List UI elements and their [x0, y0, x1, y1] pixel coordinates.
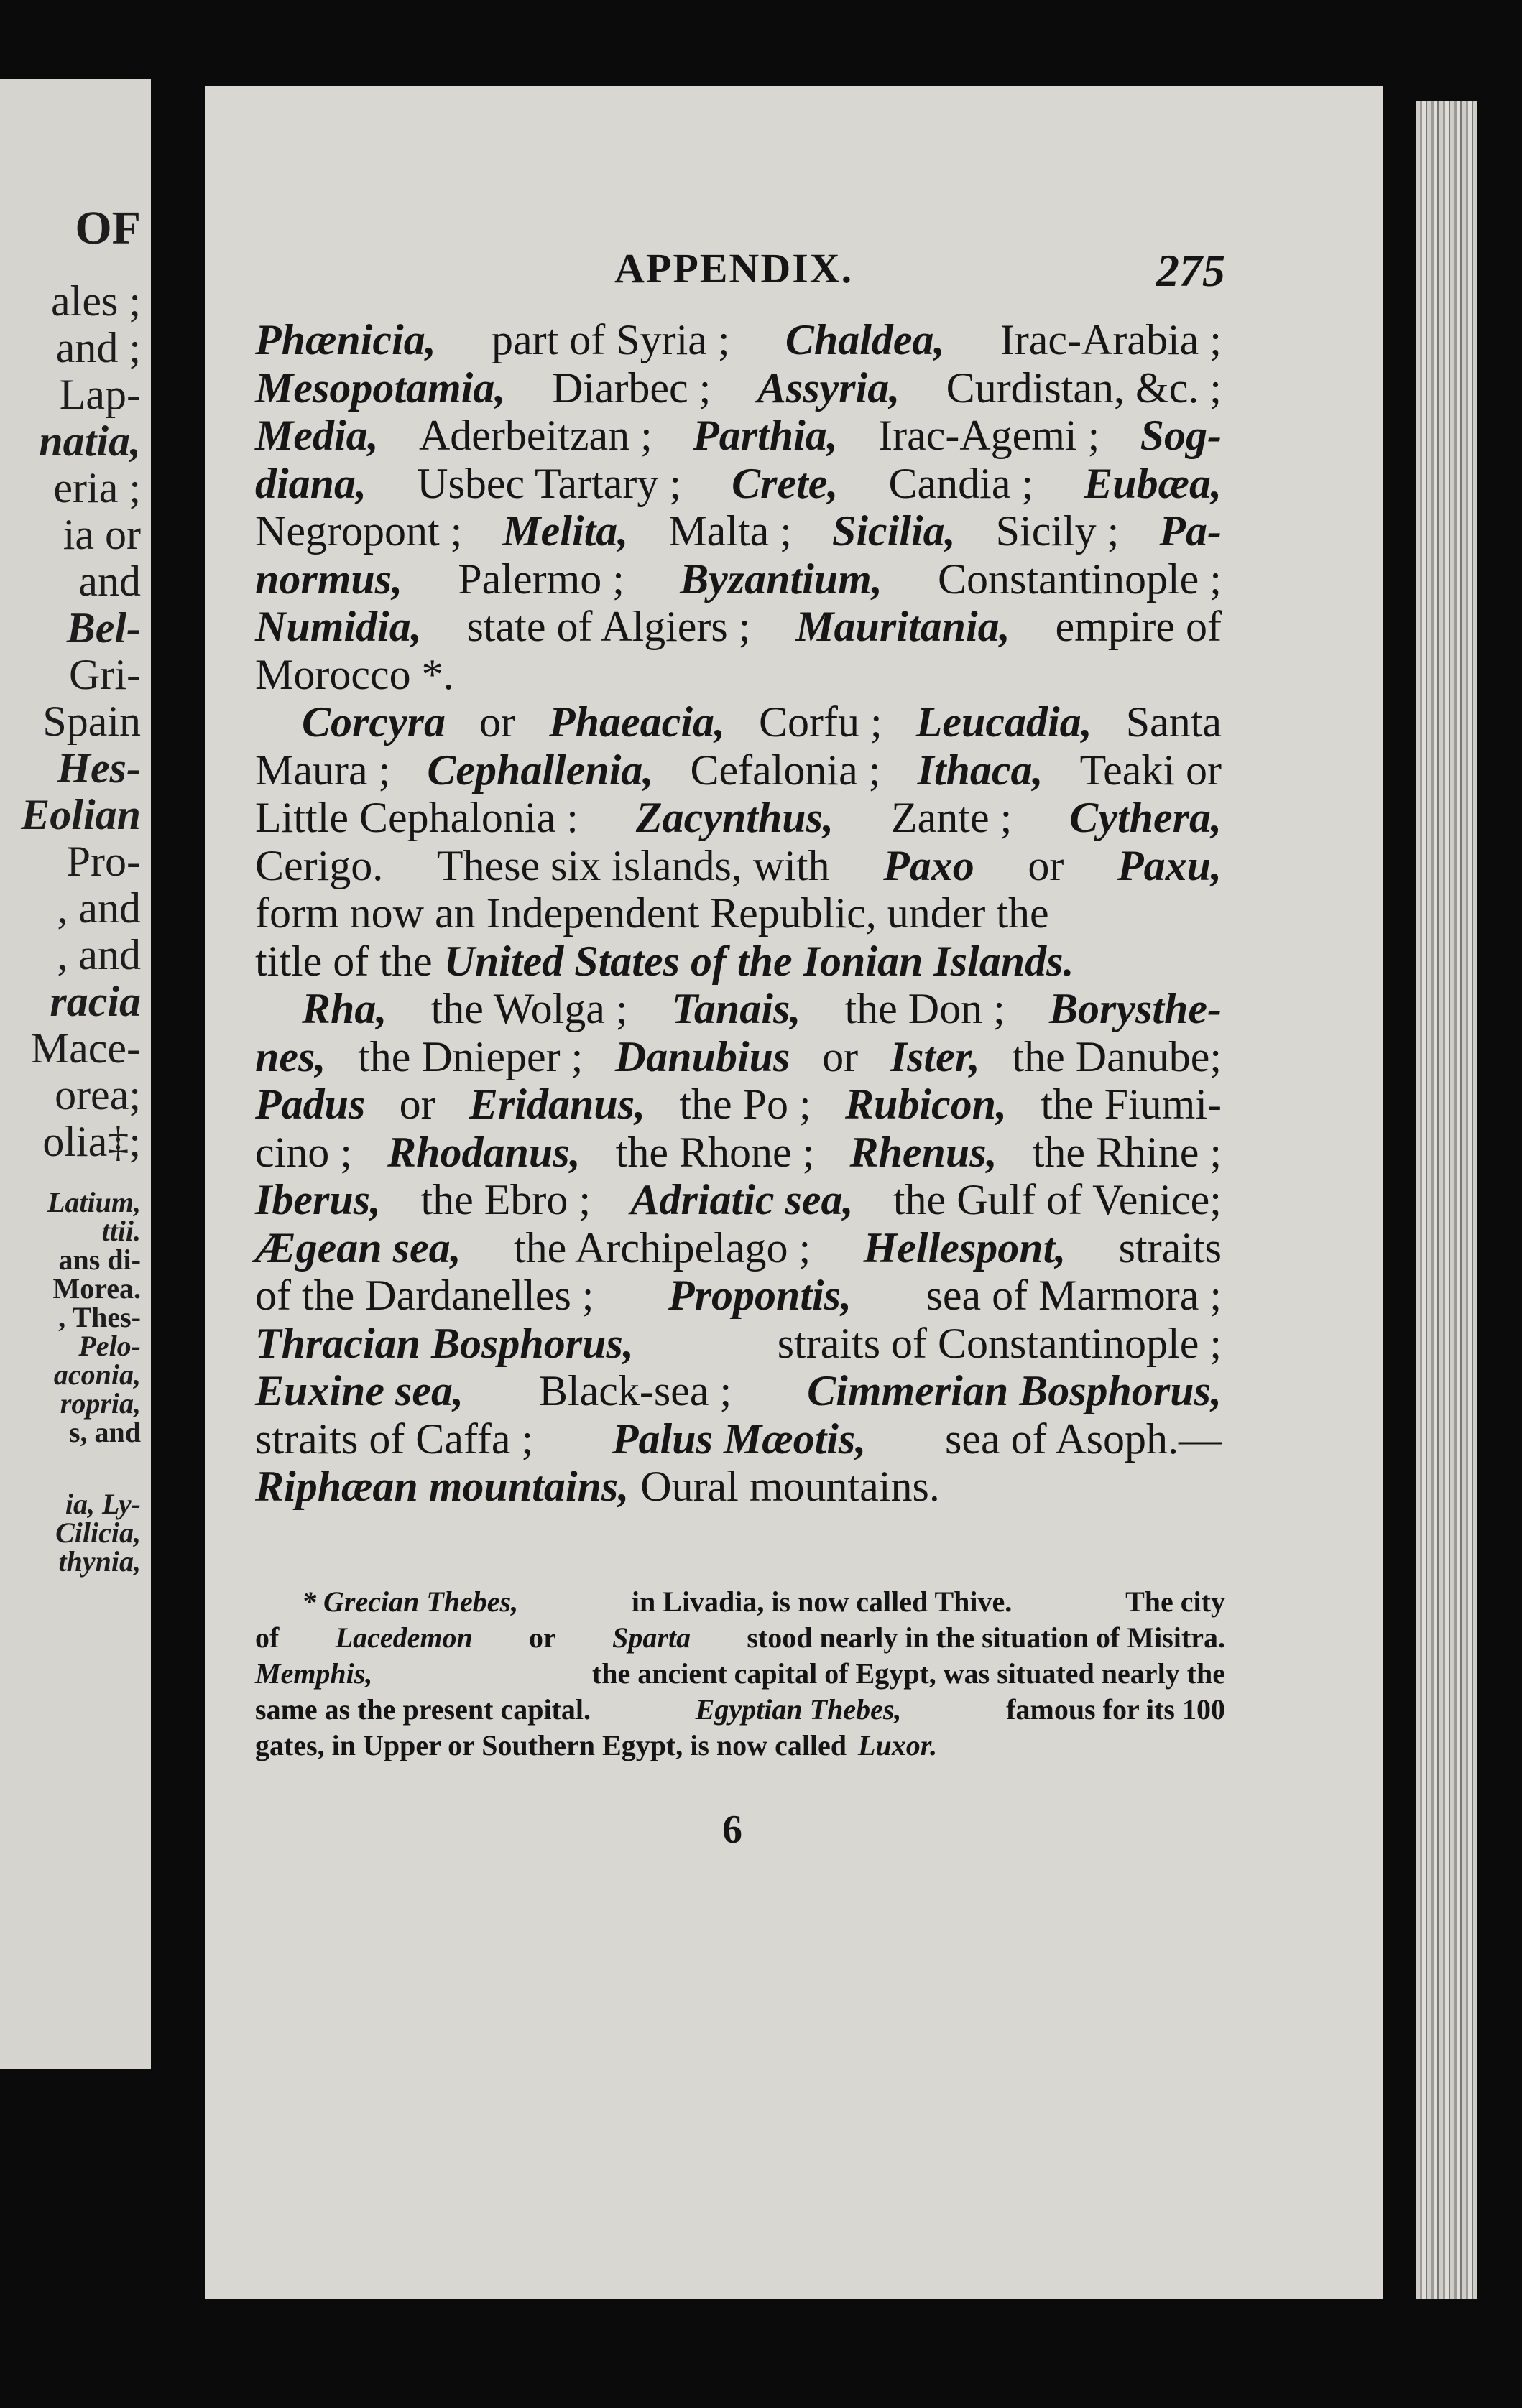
text-run: or: [822, 1032, 859, 1080]
left-page-text: Cilicia,: [55, 1516, 141, 1549]
text-line: [255, 460, 1222, 508]
text-run: the Gulf of Venice;: [893, 1176, 1222, 1223]
left-page-text: OF: [75, 202, 141, 254]
italic-term: Lacedemon: [335, 1621, 473, 1654]
text-run: Usbec Tartary ;: [417, 459, 682, 507]
italic-term: Rhenus,: [849, 1128, 997, 1176]
italic-term: Leucadia,: [915, 698, 1092, 746]
italic-term: Byzantium,: [680, 555, 882, 603]
italic-term: Sicilia,: [831, 507, 956, 555]
text-run: Cefalonia ;: [690, 746, 881, 794]
text-run: The city: [1125, 1585, 1225, 1618]
left-page-text: , and: [57, 931, 141, 978]
italic-term: Eubæa,: [1084, 459, 1222, 507]
text-run: state of Algiers ;: [466, 603, 751, 650]
text-run: Morocco *.: [255, 650, 454, 698]
text-run: the Po ;: [679, 1080, 811, 1128]
italic-term: Paxu,: [1117, 841, 1222, 889]
italic-term: Melita,: [502, 507, 629, 555]
text-line: [255, 1620, 1225, 1656]
running-head: APPENDIX.: [614, 245, 854, 292]
text-run: Zante ;: [891, 794, 1013, 841]
left-page-text: Pro-: [66, 838, 141, 885]
left-page-text: ropria,: [60, 1387, 141, 1420]
left-page-text: Bel-: [66, 604, 141, 652]
text-run: Irac-Agemi ;: [878, 412, 1100, 459]
italic-term: Rhodanus,: [387, 1128, 581, 1176]
text-line: [255, 1463, 1222, 1511]
text-line: [255, 889, 1222, 937]
text-line: [255, 1176, 1222, 1224]
italic-term: Mesopotamia,: [255, 363, 506, 412]
italic-term: Hellespont,: [863, 1223, 1066, 1272]
italic-term: Rubicon,: [844, 1080, 1007, 1128]
text-run: Maura ;: [255, 746, 391, 794]
text-run: of the Dardanelles ;: [255, 1272, 594, 1319]
text-run: or: [529, 1621, 556, 1654]
italic-term: Sparta: [612, 1621, 691, 1654]
paragraph: [255, 985, 1222, 1511]
left-page-text: Eolian: [21, 791, 141, 838]
italic-term: Tanais,: [671, 985, 801, 1032]
italic-term: Luxor.: [858, 1729, 938, 1761]
italic-term: Memphis,: [255, 1657, 373, 1690]
italic-term: Parthia,: [693, 412, 838, 459]
text-line: [255, 794, 1222, 842]
italic-term: Eridanus,: [469, 1080, 646, 1128]
italic-term: Ægean sea,: [255, 1223, 461, 1272]
text-run: Candia ;: [888, 459, 1034, 507]
text-run: cino ;: [255, 1128, 352, 1176]
text-line: [255, 555, 1222, 603]
text-run: Santa: [1125, 698, 1222, 746]
italic-term: Sog-: [1140, 412, 1222, 459]
text-line: [255, 1367, 1222, 1415]
text-run: Malta ;: [668, 507, 792, 555]
paragraph: [255, 698, 1222, 985]
italic-term: normus,: [255, 555, 403, 603]
left-page-fragment: [0, 79, 151, 2069]
left-page-text: Gri-: [69, 651, 141, 698]
italic-term: Propontis,: [668, 1272, 852, 1319]
italic-term: Chaldea,: [785, 316, 945, 363]
left-page-text: and ;: [55, 324, 141, 371]
text-run: same as the present capital.: [255, 1693, 591, 1726]
text-run: Palermo ;: [458, 555, 624, 603]
text-run: the Danube;: [1012, 1032, 1222, 1080]
left-page-text: ia, Ly-: [65, 1488, 141, 1520]
text-run: Diarbec ;: [551, 363, 711, 412]
text-line: [255, 1129, 1222, 1177]
body-text: [255, 316, 1222, 1511]
text-line: [255, 651, 1222, 699]
left-page-text: Morea.: [52, 1272, 141, 1305]
text-run: part of Syria ;: [491, 316, 730, 363]
text-line: [255, 842, 1222, 890]
left-page-text: aconia,: [53, 1358, 141, 1391]
footnote: [255, 1584, 1225, 1764]
italic-term: Cephallenia,: [427, 746, 654, 794]
text-run: Cerigo.: [255, 841, 384, 889]
text-line: [255, 1584, 1225, 1620]
text-run: straits: [1118, 1223, 1222, 1272]
left-page-text: eria ;: [53, 464, 141, 511]
text-run: straits of Caffa ;: [255, 1414, 534, 1463]
text-run: Oural mountains.: [640, 1463, 940, 1510]
text-line: [255, 937, 1222, 986]
left-page-text: thynia,: [58, 1545, 141, 1578]
left-page-text: racia: [50, 978, 141, 1025]
left-page-text: orea;: [55, 1071, 141, 1119]
italic-term: Ister,: [890, 1032, 980, 1080]
page-number: 275: [1156, 245, 1225, 296]
text-run: Irac-Arabia ;: [1000, 316, 1222, 363]
text-line: [255, 985, 1222, 1033]
text-run: or: [479, 698, 515, 746]
italic-term: Assyria,: [757, 363, 900, 412]
italic-term: Crete,: [732, 459, 839, 507]
left-page-text: Pelo-: [78, 1330, 141, 1362]
text-run: Aderbeitzan ;: [418, 412, 652, 459]
paragraph: [255, 316, 1222, 698]
text-line: [255, 1224, 1222, 1272]
text-run: or: [399, 1080, 435, 1128]
italic-term: Euxine sea,: [255, 1367, 464, 1414]
text-run: Sicily ;: [995, 507, 1120, 555]
text-line: [255, 1415, 1222, 1463]
text-run: of: [255, 1621, 280, 1654]
text-run: Constantinople ;: [938, 555, 1222, 603]
text-line: [255, 412, 1222, 460]
text-run: famous for its 100: [1006, 1693, 1225, 1726]
text-run: gates, in Upper or Southern Egypt, is now called: [255, 1729, 847, 1761]
text-run: Negropont ;: [255, 507, 463, 555]
text-line: [255, 507, 1222, 555]
left-page-text: olia‡;: [42, 1118, 141, 1165]
left-page-text: , and: [57, 884, 141, 932]
text-run: the Ebro ;: [420, 1176, 591, 1223]
left-page-text: ales ;: [51, 277, 141, 325]
signature-mark: 6: [722, 1807, 742, 1852]
text-run: the Don ;: [844, 985, 1005, 1032]
text-line: [255, 1033, 1222, 1081]
italic-term: Ithaca,: [917, 746, 1043, 794]
italic-term: diana,: [255, 459, 367, 507]
text-run: the Dnieper ;: [358, 1032, 584, 1080]
text-run: sea of Asoph.—: [945, 1414, 1222, 1463]
left-page-text: Lap-: [59, 371, 141, 418]
left-page-text: and: [78, 557, 141, 605]
italic-term: Phaeacia,: [549, 698, 725, 746]
text-run: the Archipelago ;: [514, 1223, 811, 1272]
left-page-text: natia,: [39, 417, 141, 465]
italic-term: Rha,: [302, 985, 387, 1032]
italic-term: Danubius: [614, 1032, 790, 1080]
page-header: [255, 244, 1225, 302]
italic-term: Padus: [255, 1080, 366, 1128]
left-page-text: Latium,: [47, 1186, 141, 1218]
italic-term: United States of the Ionian Islands.: [443, 937, 1074, 985]
italic-term: Numidia,: [255, 603, 422, 650]
text-run: the Rhone ;: [615, 1128, 815, 1176]
text-run: the ancient capital of Egypt, was situated nearly the: [591, 1657, 1225, 1690]
text-run: sea of Marmora ;: [926, 1272, 1222, 1319]
italic-term: Egyptian Thebes,: [695, 1693, 902, 1726]
text-run: Corfu ;: [759, 698, 882, 746]
text-run: form now an Independent Republic, under the: [255, 889, 1049, 937]
italic-term: nes,: [255, 1032, 326, 1080]
text-line: [255, 1320, 1222, 1368]
italic-term: Corcyra: [302, 698, 446, 746]
text-run: Little Cephalonia :: [255, 794, 578, 841]
text-run: These six islands, with: [436, 841, 830, 889]
italic-term: * Grecian Thebes,: [302, 1585, 519, 1618]
text-run: Black-sea ;: [538, 1367, 732, 1414]
italic-term: Media,: [255, 412, 379, 459]
text-line: [255, 1080, 1222, 1129]
left-page-text: ans di-: [58, 1244, 141, 1276]
text-run: stood nearly in the situation of Misitra.: [747, 1621, 1225, 1654]
text-run: empire of: [1055, 603, 1222, 650]
text-line: [255, 1656, 1225, 1692]
italic-term: Zacynthus,: [635, 794, 834, 841]
left-page-text: Hes-: [57, 744, 141, 792]
left-page-text: s, and: [68, 1416, 141, 1448]
text-line: [255, 364, 1222, 412]
italic-term: Riphæan mountains,: [255, 1463, 629, 1510]
italic-term: Mauritania,: [795, 603, 1010, 650]
left-page-text: Spain: [42, 698, 141, 745]
italic-term: Iberus,: [255, 1176, 382, 1223]
italic-term: Cythera,: [1069, 794, 1222, 841]
left-page-text: ttii.: [101, 1215, 141, 1247]
text-run: the Fiumi-: [1041, 1080, 1222, 1128]
left-page-text: Mace-: [30, 1024, 141, 1072]
italic-term: Paxo: [883, 841, 974, 889]
italic-term: Palus Mæotis,: [612, 1414, 867, 1463]
text-run: the Rhine ;: [1032, 1128, 1222, 1176]
left-page-text: ia or: [63, 511, 141, 558]
italic-term: Thracian Bosphorus,: [255, 1319, 634, 1367]
italic-term: Adriatic sea,: [630, 1176, 854, 1223]
italic-term: Phænicia,: [255, 316, 436, 363]
text-run: in Livadia, is now called Thive.: [631, 1585, 1013, 1618]
italic-term: Pa-: [1159, 507, 1222, 555]
text-line: [255, 746, 1222, 795]
text-run: straits of Constantinople ;: [777, 1319, 1222, 1367]
left-page-text: , Thes-: [58, 1301, 141, 1333]
text-line: [255, 1728, 1225, 1764]
italic-term: Cimmerian Bosphorus,: [807, 1367, 1222, 1414]
text-run: or: [1028, 841, 1064, 889]
page-edge: [1416, 101, 1477, 2299]
text-line: [255, 1692, 1225, 1728]
text-run: Curdistan, &c. ;: [946, 363, 1222, 412]
text-line: [255, 1272, 1222, 1320]
text-run: Teaki or: [1079, 746, 1222, 794]
text-run: the Wolga ;: [430, 985, 628, 1032]
text-line: [255, 698, 1222, 746]
text-line: [255, 603, 1222, 651]
italic-term: Borysthe-: [1049, 985, 1222, 1032]
text-line: [255, 316, 1222, 364]
text-run: title of the: [255, 937, 433, 985]
